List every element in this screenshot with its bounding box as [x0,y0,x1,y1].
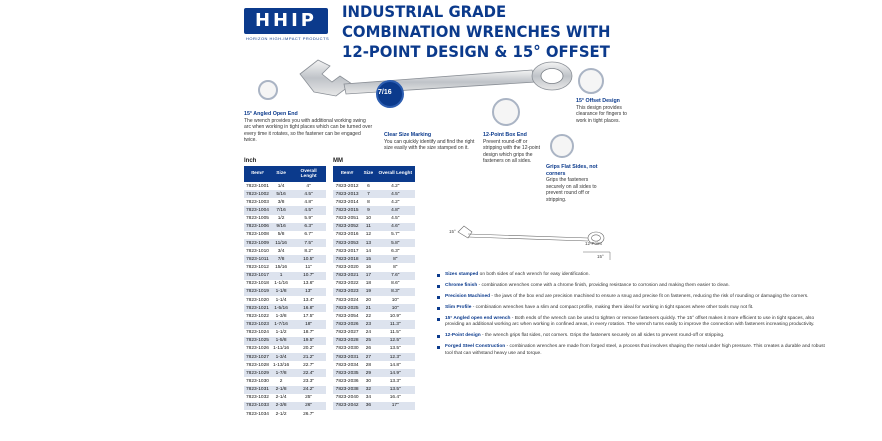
col-header-length: Overall Lenght [291,166,326,182]
col-header-size: Size [271,166,291,182]
cell-length: 8" [376,263,415,271]
cell-item: 7823-2012 [333,182,361,190]
cell-length: 12.3" [376,353,415,361]
cell-length: 6.3" [376,247,415,255]
brand-tagline: HORIZON HIGH-IMPACT PRODUCTS [246,36,330,41]
table-row [244,304,326,312]
diagram-offset-angle: 15° [597,254,604,259]
table-row [333,215,415,223]
table-row [244,377,326,385]
cell-size: 9 [361,206,375,214]
callout-clear-size-body: You can quickly identify and find the right size easily with the size stamped on it. [384,138,475,151]
cell-item: 7823-2022 [333,280,361,288]
mm-table-label: MM [333,158,343,164]
cell-item: 7823-2015 [333,206,361,214]
cell-item: 7823-2021 [333,272,361,280]
feature-item [437,333,829,339]
cell-length: 26.7" [291,410,326,418]
feature-heading: 12-Point design [445,333,481,339]
cell-length: 14.9" [376,369,415,377]
table-row [244,263,326,271]
cell-length: 8" [376,255,415,263]
cell-size: 13 [361,239,375,247]
cell-item: 7823-1033 [246,403,269,409]
callout-box-end-body: Prevent round-off or stripping with the 12-point design which grips the fasteners on all sides. [483,138,540,164]
cell-item: 7823-1012 [246,264,269,270]
feature-item [437,294,829,300]
cell-item: 7823-2031 [333,353,361,361]
cell-size: 3/8 [271,198,291,206]
cell-size: 22 [361,312,375,320]
cell-size: 2-1/4 [271,394,291,402]
cell-length: 26" [291,402,326,410]
cell-item: 7823-1029 [246,370,269,376]
cell-size: 34 [361,394,375,402]
cell-size: 29 [361,369,375,377]
cell-length: 22.7" [291,361,326,369]
cell-size: 6 [361,182,375,190]
cell-length: 16.4" [376,394,415,402]
cell-item: 7823-1002 [246,191,269,197]
feature-heading: Sizes stamped [445,272,479,277]
callout-box-end-heading: 12-Point Box End [483,132,527,138]
cell-size: 1 [271,272,291,280]
cell-length: 4.2" [376,182,415,190]
cell-size: 30 [361,377,375,385]
diagram-open-angle: 15° [449,229,456,234]
cell-item: 7823-1026 [246,346,269,352]
cell-item: 7823-2013 [333,190,361,198]
cell-size: 15 [361,255,375,263]
cell-item: 7823-1031 [246,387,269,393]
cell-size: 1-5/16 [271,304,291,312]
inch-table-label: Inch [244,158,257,164]
table-row [244,182,326,190]
cell-item: 7823-2054 [333,312,361,320]
table-row [333,255,415,263]
callout-offset-heading: 15° Offset Design [576,98,620,104]
cell-item: 7823-2025 [333,304,361,312]
cell-size: 16 [361,263,375,271]
table-row [244,337,326,345]
callout-box-end [483,132,547,165]
cell-item: 7823-1017 [246,273,269,279]
feature-heading: Slim Profile [445,305,472,310]
table-row [333,263,415,271]
cell-length: 4.8" [376,206,415,214]
cell-length: 17" [376,402,415,410]
callout-open-end [244,111,374,144]
cell-item: 7823-2042 [333,402,361,410]
table-row [333,402,415,410]
table-row [244,345,326,353]
cell-item: 7823-2036 [333,377,361,385]
cell-length: 11.5" [376,329,415,337]
table-row [333,223,415,231]
cell-size: 1-3/8 [271,312,291,320]
cell-item: 7823-1024 [246,330,269,336]
table-row [333,190,415,198]
cell-size: 1-1/2 [271,329,291,337]
cell-size: 2-1/2 [271,410,291,418]
cell-item: 7823-2053 [333,239,361,247]
cell-size: 1-7/16 [271,320,291,328]
table-row [333,247,415,255]
cell-length: 5.7" [376,231,415,239]
table-row [244,394,326,402]
cell-size: 12 [361,231,375,239]
col-header-length: Overall Lenght [376,166,415,182]
cell-length: 8.6" [376,280,415,288]
table-row [244,288,326,296]
cell-item: 7823-1009 [246,240,269,246]
table-row [244,402,326,410]
size-stamp-text: 7/16 [378,89,392,96]
cell-item: 7823-2026 [333,320,361,328]
cell-length: 7.6" [376,272,415,280]
cell-item: 7823-1020 [246,297,269,303]
cell-size: 19 [361,288,375,296]
table-row [244,247,326,255]
table-row [333,296,415,304]
table-row [244,320,326,328]
cell-size: 1-1/4 [271,296,291,304]
table-row [244,198,326,206]
cell-size: 15/16 [271,263,291,271]
cell-length: 8.2" [291,247,326,255]
feature-text: - combination wrenches have a slim and compact profile, making them ideal for working in tight spaces where other tools may not fit. [471,305,754,310]
table-row [333,312,415,320]
table-row [333,280,415,288]
cell-size: 20 [361,296,375,304]
cell-length: 14.8" [376,361,415,369]
table-row [244,386,326,394]
table-row [244,329,326,337]
table-row [333,320,415,328]
cell-size: 26 [361,345,375,353]
cell-length: 19.5" [291,337,326,345]
table-row [244,361,326,369]
cell-length: 18.7" [291,329,326,337]
cell-size: 5/8 [271,231,291,239]
cell-length: 4.6" [376,223,415,231]
cell-item: 7823-2030 [333,345,361,353]
table-row [244,255,326,263]
cell-size: 14 [361,247,375,255]
cell-item: 7823-2023 [333,288,361,296]
cell-item: 7823-2051 [333,215,361,223]
cell-size: 1-7/8 [271,369,291,377]
cell-size: 25 [361,337,375,345]
cell-item: 7823-2052 [333,223,361,231]
cell-item: 7823-1023 [246,321,269,327]
cell-length: 23.3" [291,377,326,385]
cell-item: 7823-1018 [246,281,269,287]
table-row [333,361,415,369]
cell-item: 7823-1025 [246,338,269,344]
feature-item [437,272,829,278]
table-row [333,369,415,377]
table-row [244,296,326,304]
cell-item: 7823-1021 [246,305,269,311]
cell-length: 4.5" [376,190,415,198]
cell-item: 7823-1003 [246,199,269,205]
cell-size: 1/4 [271,182,291,190]
cell-length: 24.2" [291,386,326,394]
callout-flat-sides-body: Grips the fasteners securely on all sides to prevent round off or stripping. [546,177,597,203]
brand-logo: HHIP [244,8,328,34]
cell-size: 9/16 [271,223,291,231]
cell-length: 12.5" [376,337,415,345]
cell-length: 17.5" [291,312,326,320]
flat-sides-icon [550,134,574,158]
cell-length: 13.3" [376,377,415,385]
callout-offset-body: This design provides clearance for fingers to work in tight places. [576,104,627,124]
cell-size: 1-1/8 [271,288,291,296]
cell-item: 7823-2035 [333,369,361,377]
cell-item: 7823-2038 [333,386,361,394]
table-row [333,377,415,385]
feature-text: on both sides of each wrench for easy identification. [478,272,590,277]
cell-length: 10" [376,296,415,304]
cell-length: 4" [291,182,326,190]
table-row [244,410,326,418]
cell-size: 1-1/16 [271,280,291,288]
table-row [244,280,326,288]
table-row [244,239,326,247]
cell-length: 22.4" [291,369,326,377]
table-row [333,345,415,353]
table-row [333,206,415,214]
table-row [333,353,415,361]
cell-size: 8 [361,198,375,206]
cell-item: 7823-1028 [246,362,269,368]
callout-open-end-body: The wrench provides you with additional working swing arc when working in tight places which can be turned over every time it rotates, so the fastener can be engaged twice. [244,117,373,143]
cell-size: 1-11/16 [271,345,291,353]
cell-length: 8.3" [376,288,415,296]
cell-length: 11" [291,263,326,271]
col-header-item: Item# [333,166,361,182]
col-header-size: Size [361,166,375,182]
feature-item [437,305,829,311]
cell-size: 7 [361,190,375,198]
inch-spec-table [244,166,326,418]
cell-length: 4.5" [376,215,415,223]
cell-item: 7823-2020 [333,263,361,271]
table-row [333,288,415,296]
cell-item: 7823-1034 [246,411,269,417]
cell-item: 7823-2024 [333,296,361,304]
cell-item: 7823-1010 [246,248,269,254]
cell-size: 3/4 [271,247,291,255]
cell-size: 2-1/8 [271,386,291,394]
cell-size: 18 [361,280,375,288]
open-end-icon [258,80,278,100]
cell-length: 5.8" [376,239,415,247]
cell-item: 7823-1008 [246,232,269,238]
cell-size: 1-5/8 [271,337,291,345]
table-row [244,206,326,214]
cell-size: 27 [361,353,375,361]
cell-item: 7823-1011 [244,255,271,263]
feature-heading: 15° Angled open end wrench [445,316,511,321]
table-row [244,223,326,231]
cell-length: 21.2" [291,353,326,361]
cell-size: 1-13/16 [272,362,290,368]
table-row [333,329,415,337]
cell-item: 7823-1030 [246,378,269,384]
feature-text: - combination wrenches are made from forged steel, a process that involves shaping the metal under high pressure. This creates a durable and robust tool that can withstand heavy use and torque. [445,344,825,356]
cell-size: 2-3/8 [271,402,291,410]
feature-text: - combination wrenches come with a chrome finish, providing resistance to corrosion and making them easier to clean. [477,283,730,288]
cell-item: 7823-2040 [333,394,361,402]
cell-item: 7823-2027 [333,329,361,337]
callout-offset [576,98,636,124]
cell-size: 7/8 [271,255,291,263]
callout-clear-size [384,132,476,152]
cell-length: 7.5" [291,239,326,247]
feature-text: - the jaws of the box end are precision machined to ensure a snug and precise fit on fasteners, reducing the risk of rounding or damaging the corners. [490,294,809,299]
table-row [244,272,326,280]
feature-item [437,344,829,357]
table-row [333,231,415,239]
cell-item: 7823-1032 [246,395,269,401]
table-row [244,369,326,377]
cell-size: 10 [361,215,375,223]
table-row [244,231,326,239]
offset-icon [578,68,604,94]
cell-size: 36 [361,402,375,410]
table-row [333,386,415,394]
cell-item: 7823-1022 [246,313,269,319]
cell-size: 2 [271,377,291,385]
table-row [333,394,415,402]
cell-size: 32 [361,386,375,394]
table-row [333,239,415,247]
feature-heading: Forged Steel Construction [445,344,506,350]
table-row [333,337,415,345]
table-row [244,190,326,198]
col-header-item: Item# [244,166,271,182]
cell-item: 7823-2016 [333,231,361,239]
cell-item: 7823-2014 [333,198,361,206]
cell-length: 25" [291,394,326,402]
table-row [333,304,415,312]
cell-size: 7/16 [271,206,291,214]
cell-size: 23 [361,320,375,328]
cell-size: 21 [361,304,375,312]
cell-length: 10.9" [376,312,415,320]
table-row [333,272,415,280]
cell-length: 4.5" [291,206,326,214]
cell-length: 13.5" [376,386,415,394]
cell-length: 10" [376,304,415,312]
cell-item: 7823-2028 [333,337,361,345]
cell-length: 6.7" [291,231,326,239]
feature-list [437,272,829,362]
cell-size: 17 [361,272,375,280]
callout-flat-sides [546,164,598,203]
cell-size: 28 [361,361,375,369]
feature-text: - Both ends of the wrench can be used to tighten or remove fasteners quickly. The 15° offset makes it more efficient to use in tight spaces, also providing an additional working arc when working in confined areas, in every rotation. The wrench turns easily to improve the connection with fasteners increasing productivity. [445,316,815,328]
cell-length: 18" [291,320,326,328]
cell-length: 20.2" [291,345,326,353]
cell-size: 5/16 [271,190,291,198]
callout-open-end-heading: 15° Angled Open End [244,111,298,117]
cell-size: 1/2 [271,215,291,223]
table-row [244,353,326,361]
feature-item [437,316,829,329]
cell-length: 13.4" [291,296,326,304]
cell-length: 4.5" [291,190,326,198]
feature-heading: Chrome finish [445,283,478,288]
cell-item: 7823-1004 [246,207,269,213]
feature-heading: Precision Machined [445,294,491,299]
table-row [244,312,326,320]
cell-length: 13" [291,288,326,296]
cell-item: 7823-1001 [246,183,269,189]
cell-item: 7823-1005 [246,216,269,222]
cell-length: 4.8" [291,198,326,206]
feature-item [437,283,829,289]
cell-item: 7823-2034 [333,361,361,369]
feature-text: - the wrench grips flat sides, not corners. Grips the fasteners securely on all sides to prevent round-off or stripping. [480,333,725,339]
table-row [333,182,415,190]
cell-length: 13.6" [291,280,326,288]
cell-length: 10.5" [291,255,326,263]
mm-spec-table [333,166,415,410]
cell-size: 11/16 [271,239,291,247]
page-title: INDUSTRIAL GRADE COMBINATION WRENCHES WITH 12-POINT DESIGN & 15° OFFSET [342,2,611,61]
cell-length: 5.9" [291,215,326,223]
cell-length: 6.3" [291,223,326,231]
callout-flat-sides-heading: Grips Flat Sides, not corners [546,164,598,177]
cell-length: 13.5" [376,345,415,353]
cell-size: 11 [361,223,375,231]
table-row [333,198,415,206]
callout-clear-size-heading: Clear Size Marking [384,132,432,138]
diagram-box-label: 12-Point [585,241,602,246]
cell-item: 7823-1019 [246,289,269,295]
cell-item: 7823-2017 [333,247,361,255]
cell-item: 7823-2018 [333,255,361,263]
table-row [244,215,326,223]
cell-length: 16.8" [291,304,326,312]
cell-length: 4.2" [376,198,415,206]
cell-item: 7823-1027 [246,354,269,360]
cell-length: 10.7" [291,272,326,280]
cell-item: 7823-1006 [246,224,269,230]
cell-length: 11.3" [376,320,415,328]
cell-size: 1-3/4 [271,353,291,361]
cell-size: 24 [361,329,375,337]
box-end-icon [492,98,520,126]
